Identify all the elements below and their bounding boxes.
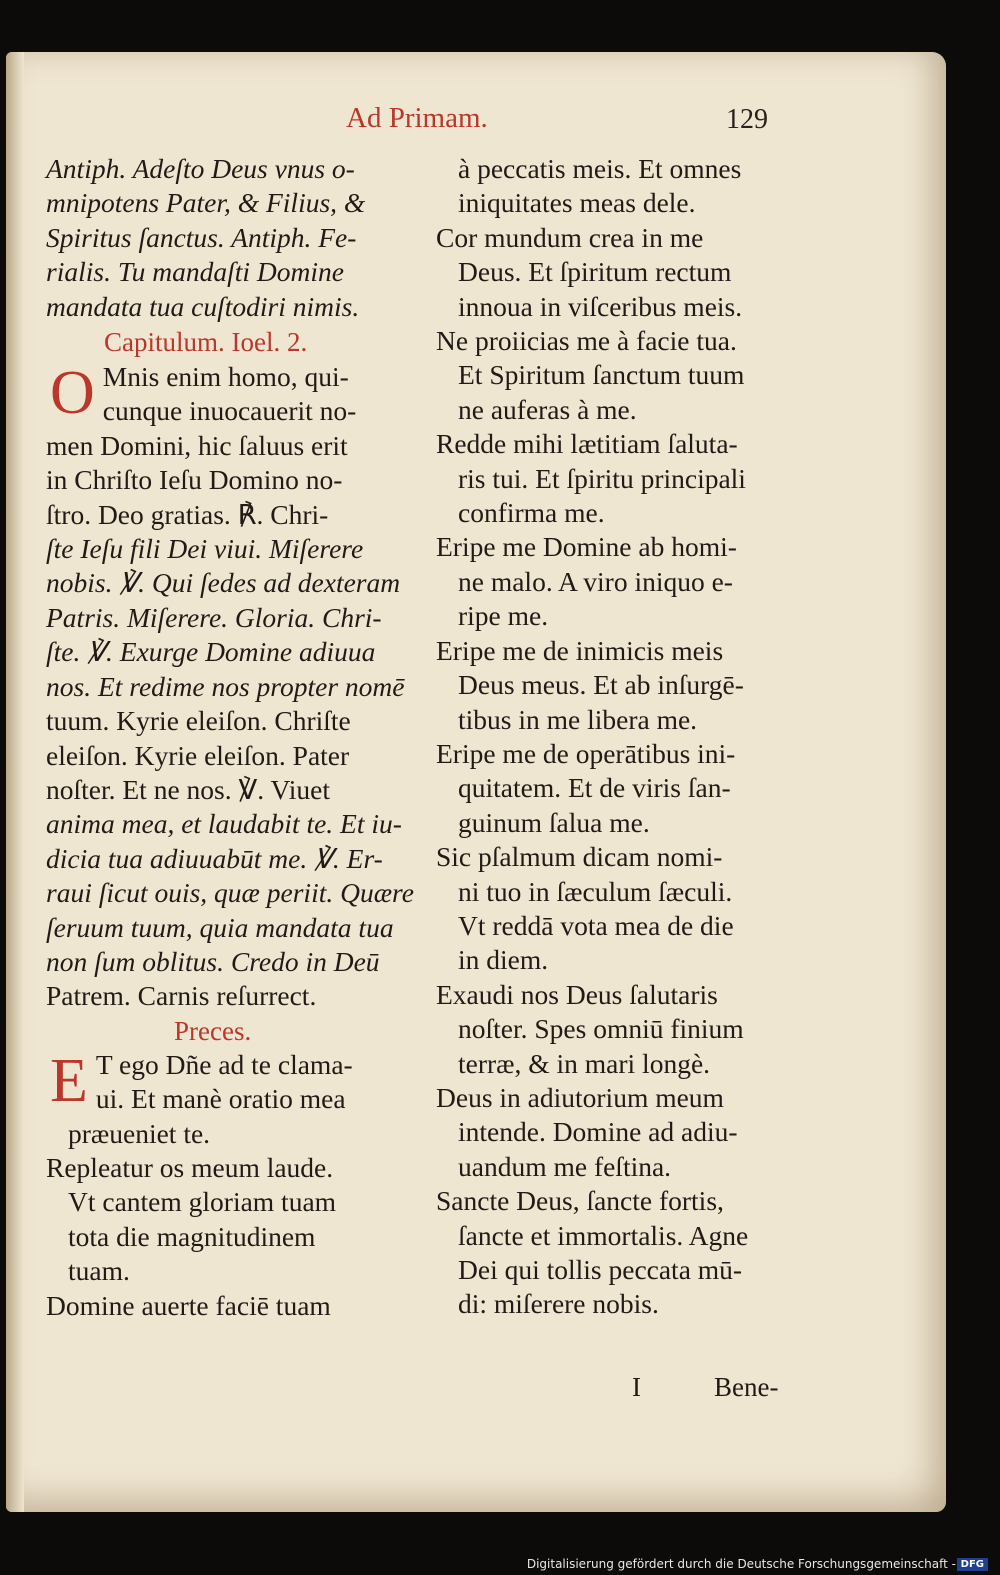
- chapter-line: raui ſicut ouis, quæ periit. Quære: [46, 877, 414, 909]
- page-number: 129: [726, 104, 768, 135]
- antiphon-line: mnipotens Pater, & Filius, &: [46, 187, 366, 219]
- page-header: [6, 102, 946, 142]
- chapter-line: in Chriſto Ieſu Domino no-: [46, 464, 343, 496]
- psalm-line: Sancte Deus, ſancte fortis,: [436, 1185, 724, 1217]
- versicle-line: Domine auerte faciē tuam: [46, 1289, 331, 1321]
- psalm-line: tibus in me libera me.: [458, 703, 698, 735]
- chapter-line: nobis. ℣. Qui ſedes ad dexteram: [46, 567, 401, 599]
- catchword: Bene-: [714, 1372, 779, 1402]
- antiphon-line: mandata tua cuſtodiri nimis.: [46, 290, 360, 322]
- versicle-line: Vt cantem gloriam tuam: [68, 1186, 337, 1218]
- psalm-line: confirma me.: [458, 497, 605, 529]
- chapter-line: noſter. Et ne nos. ℣. Viuet: [46, 773, 330, 805]
- preces-paragraph: [46, 1048, 418, 1151]
- psalm-line: uandum me feſtina.: [458, 1150, 672, 1182]
- psalm-line: ripe me.: [458, 600, 549, 632]
- versicle-line: Repleatur os meum laude.: [46, 1151, 334, 1183]
- psalm-line: Eripe me Domine ab homi-: [436, 531, 737, 563]
- chapter-line: cunque inuocauerit no-: [102, 395, 357, 427]
- psalm-line: Deus meus. Et ab inſurgē-: [458, 669, 744, 701]
- chapter-line: ſte. ℣. Exurge Domine adiuua: [46, 636, 376, 668]
- psalm-line: guinum ſalua me.: [458, 806, 650, 838]
- psalm-line: noſter. Spes omniū finium: [458, 1013, 744, 1045]
- psalm-line: Dei qui tollis peccata mū-: [458, 1254, 743, 1285]
- psalm-line: di: miſerere nobis.: [458, 1288, 659, 1320]
- page-gutter: [6, 52, 24, 1512]
- chapter-line: Mnis enim homo, qui-: [102, 361, 349, 393]
- psalm-line: innoua in viſceribus meis.: [458, 290, 743, 322]
- psalm-line: Ne proiicias me à facie tua.: [436, 325, 737, 357]
- psalm-line: Et Spiritum ſanctum tuum: [458, 359, 745, 391]
- antiphon-line: Antiph. Adeſto Deus vnus o-: [46, 153, 355, 184]
- right-column: [436, 152, 816, 1322]
- running-title: Ad Primam.: [346, 102, 488, 134]
- preces-line: ui. Et manè oratio mea: [95, 1083, 346, 1115]
- psalm-line: Deus. Et ſpiritum rectum: [458, 256, 732, 288]
- chapter-line: ſte Ieſu fili Dei viui. Miſerere: [46, 533, 364, 565]
- psalm-line: Exaudi nos Deus ſalutaris: [436, 978, 718, 1010]
- chapter-line: anima mea, et laudabit te. Et iu-: [46, 808, 402, 840]
- versicle-line: tota die magnitudinem: [68, 1220, 316, 1252]
- chapter-initial: O: [50, 359, 95, 428]
- psalm-line: à peccatis meis. Et omnes: [458, 153, 742, 184]
- footer-bar: [0, 1549, 1000, 1575]
- chapter-paragraph: [46, 360, 418, 1014]
- chapter-line: Patrem. Carnis reſurrect.: [46, 980, 317, 1012]
- psalm-line: ne auferas à me.: [458, 393, 637, 425]
- psalm-line: terræ, & in mari longè.: [458, 1047, 711, 1079]
- chapter-line: dicia tua adiuuabūt me. ℣. Er-: [46, 842, 383, 874]
- psalm-line: Deus in adiutorium meum: [436, 1081, 724, 1113]
- versicle-line: tuam.: [68, 1255, 130, 1287]
- chapter-line: tuum. Kyrie eleiſon. Chriſte: [46, 705, 351, 737]
- antiphon-line: rialis. Tu mandaſti Domine: [46, 256, 344, 288]
- psalm-line: in diem.: [458, 944, 549, 976]
- chapter-line: men Domini, hic ſaluus erit: [46, 429, 348, 461]
- psalm-line: quitatem. Et de viris ſan-: [458, 772, 731, 804]
- psalm-line: ni tuo in ſæculum ſæculi.: [458, 875, 733, 907]
- psalm-line: ne malo. A viro iniquo e-: [458, 565, 733, 597]
- preces-line: præueniet te.: [68, 1117, 211, 1149]
- preces-initial: E: [50, 1046, 88, 1115]
- psalm-line: Eripe me de inimicis meis: [436, 634, 724, 666]
- chapter-line: ſtro. Deo gratias. ℟. Chri-: [46, 498, 329, 530]
- chapter-line: nos. Et redime nos propter nomē: [46, 670, 405, 702]
- funding-credit: Digitalisierung gefördert durch die Deutsche Forschungsgemeinschaft -: [526, 1557, 956, 1571]
- preces-heading: Preces.: [174, 1015, 252, 1046]
- chapter-line: non ſum oblitus. Credo in Deū: [46, 945, 380, 977]
- psalm-line: iniquitates meas dele.: [458, 187, 696, 219]
- psalm-line: Eripe me de operātibus ini-: [436, 737, 736, 769]
- signature-mark: I: [632, 1372, 641, 1402]
- psalm-line: Vt reddā vota mea de die: [458, 909, 734, 941]
- psalm-line: ris tui. Et ſpiritu principali: [458, 462, 746, 494]
- chapter-line: ſeruum tuum, quia mandata tua: [46, 911, 394, 943]
- left-column: [46, 152, 418, 1323]
- psalm-line: ſancte et immortalis. Agne: [458, 1219, 749, 1251]
- antiphon-line: Spiritus ſanctus. Antiph. Fe-: [46, 221, 357, 253]
- psalm-line: Redde mihi lætitiam ſaluta-: [436, 428, 738, 460]
- chapter-heading: Capitulum. Ioel. 2.: [104, 327, 308, 358]
- psalm-line: intende. Domine ad adiu-: [458, 1116, 738, 1148]
- chapter-line: Patris. Miſerere. Gloria. Chri-: [46, 601, 382, 633]
- chapter-line: eleiſon. Kyrie eleiſon. Pater: [46, 739, 350, 771]
- psalm-line: Cor mundum crea in me: [436, 221, 704, 253]
- dfg-logo: DFG: [957, 1558, 988, 1571]
- preces-line: T ego Dñe ad te clama-: [95, 1048, 353, 1080]
- book-page: [6, 52, 946, 1512]
- psalm-line: Sic pſalmum dicam nomi-: [436, 841, 723, 873]
